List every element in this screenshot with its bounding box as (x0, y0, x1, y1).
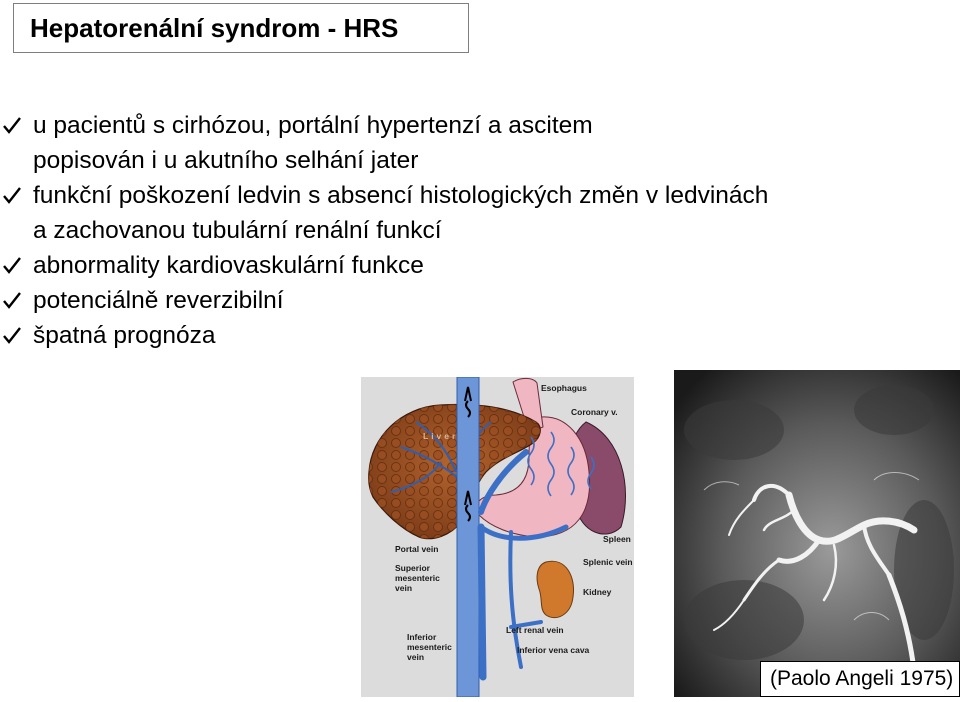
portal-circulation-illustration (361, 377, 634, 697)
checkmark-icon (2, 325, 22, 345)
caption-box (760, 661, 960, 697)
checkmark-icon (2, 290, 22, 310)
bullet-text: abnormality kardiovaskulární funkce (33, 252, 424, 279)
bullet-item (0, 108, 900, 178)
checkmark-icon (2, 115, 22, 135)
bullet-text: špatná prognóza (33, 322, 216, 349)
label-inferior-mesenteric: mesenteric (407, 642, 452, 652)
checkmark-icon (2, 255, 22, 275)
label-left-renal-vein: Left renal vein (506, 625, 564, 635)
label-kidney: Kidney (583, 587, 612, 597)
bullet-continuation: a zachovanou tubulární renální funkcí (33, 217, 442, 244)
label-esophagus: Esophagus (541, 383, 587, 393)
label-superior: Superior (395, 563, 430, 573)
bullet-continuation: popisován i u akutního selhání jater (33, 147, 419, 174)
checkmark-icon (2, 185, 22, 205)
bullet-text: funkční poškození ledvin s absencí histologických změn v ledvinách (33, 182, 769, 209)
bullet-text: u pacientů s cirhózou, portální hypertenzí a ascitem (33, 112, 593, 139)
label-splenic-vein: Splenic vein (583, 557, 633, 567)
label-coronary: Coronary v. (571, 407, 618, 417)
label-portal-vein: Portal vein (395, 544, 439, 554)
label-liver: Liver (423, 431, 459, 441)
image-caption: (Paolo Angeli 1975) (770, 667, 954, 690)
title-box (13, 3, 469, 53)
bullet-item (0, 248, 900, 283)
label-inferior-vein: vein (407, 652, 425, 662)
bullet-item (0, 283, 900, 318)
bullet-item (0, 178, 900, 248)
renal-angiogram-xray (674, 370, 960, 697)
label-superior-vein: vein (395, 583, 413, 593)
bullet-text: potenciálně reverzibilní (33, 287, 284, 314)
label-inferior-vena-cava: Inferior vena cava (517, 645, 590, 655)
slide-title: Hepatorenální syndrom - HRS (30, 13, 399, 43)
bullet-item (0, 318, 900, 353)
label-inferior: Inferior (407, 632, 437, 642)
label-superior-mesenteric: mesenteric (395, 573, 440, 583)
bullet-list (0, 108, 900, 353)
label-spleen: Spleen (603, 534, 631, 544)
